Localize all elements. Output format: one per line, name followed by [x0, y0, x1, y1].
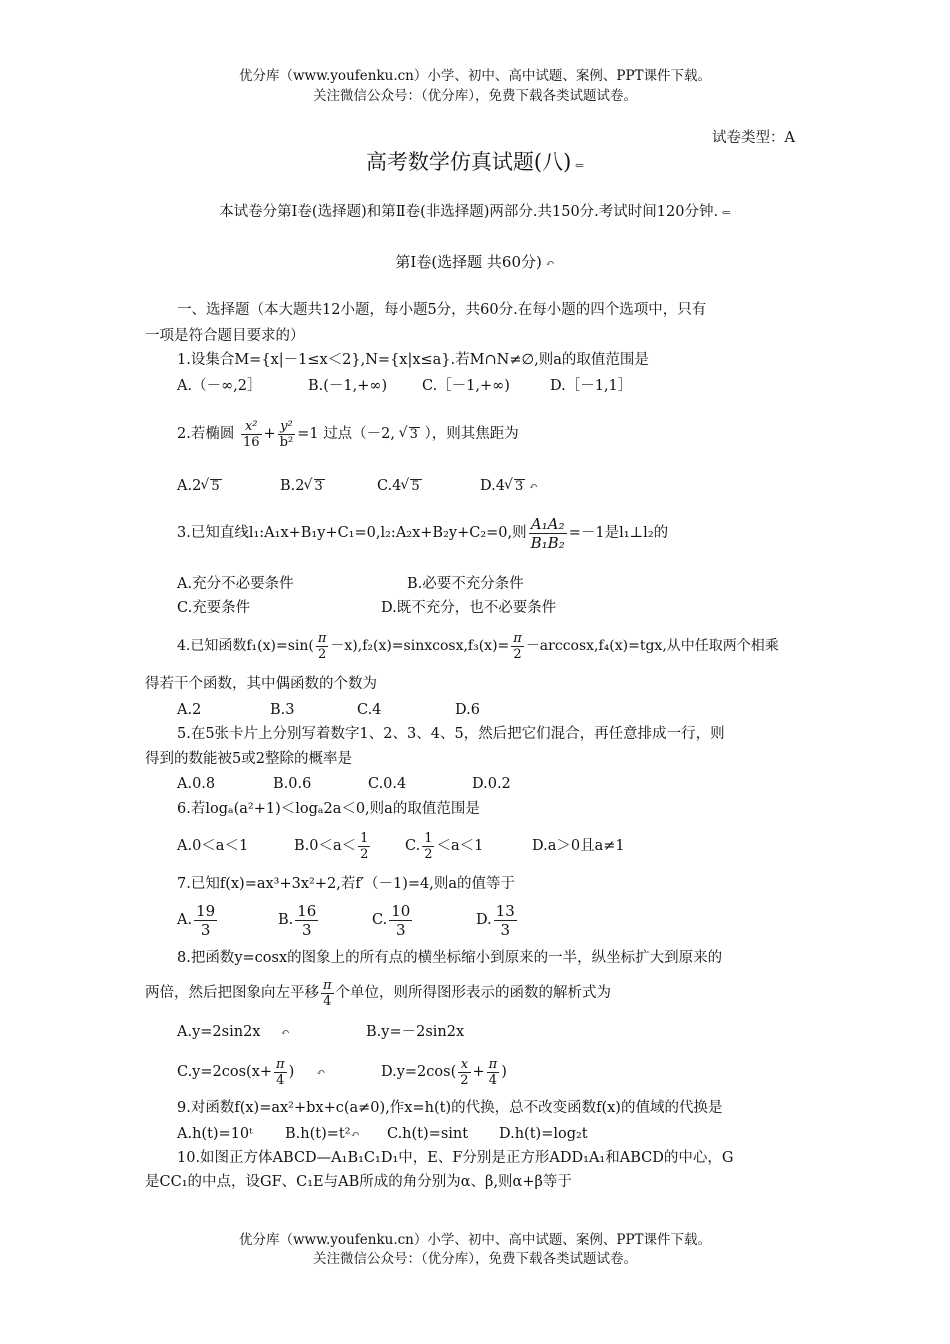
q8-line-2	[145, 972, 611, 1014]
section1-line-2: 一项是符合题目要求的）	[145, 328, 305, 344]
header-line-1: 优分库（www.youfenku.cn）小学、初中、高中试题、案例、PPT课件下载。	[238, 68, 712, 84]
q8-d-plus: +	[472, 1064, 485, 1080]
q7-b-num: 16	[297, 901, 317, 920]
q2-eq: =1	[297, 426, 319, 442]
q2-fraction-2	[278, 419, 296, 450]
q8-f-den: 4	[323, 993, 332, 1009]
q8-option-c	[177, 1052, 325, 1092]
q7-a-num: 19	[196, 901, 216, 920]
q8-c-num: π	[276, 1056, 285, 1072]
q10-line-1: 10.如图正方体ABCD—A₁B₁C₁D₁中，E、F分别是正方形ADD₁A₁和ABCD的中心，G	[177, 1150, 734, 1166]
q4-p2: －x),f₂(x)=sinxcosx,f₃(x)=	[330, 638, 510, 654]
q4-fraction-2	[511, 631, 524, 662]
q8-d-den2: 4	[488, 1072, 498, 1088]
paper-type: 试卷类型：A	[712, 130, 795, 146]
q7-c-den: 3	[395, 920, 406, 939]
q6-option-c	[405, 826, 483, 866]
q9-option-b	[285, 1124, 360, 1145]
q6-c-fraction	[422, 831, 434, 862]
q5-option-c: C.0.4	[368, 776, 407, 792]
page-title	[0, 148, 950, 176]
q2-stem	[177, 412, 519, 456]
intro	[0, 202, 950, 223]
q2-c-sqrt: √ 5	[410, 479, 421, 494]
q7-d-den: 3	[500, 920, 511, 939]
footer-line-1: 优分库（www.youfenku.cn）小学、初中、高中试题、案例、PPT课件下载。	[238, 1232, 712, 1248]
q8-d-post: )	[501, 1064, 507, 1080]
intro-text: 本试卷分第Ⅰ卷(选择题)和第Ⅱ卷(非选择题)两部分.共150分.考试时间120分钟.	[219, 204, 719, 220]
q7-b-text: B.	[278, 912, 294, 928]
q7-a-text: A.	[177, 912, 193, 928]
q3-option-d: D.既不充分，也不必要条件	[381, 600, 557, 616]
q2-option-d	[480, 476, 538, 497]
q6-c-post: ＜a＜1	[436, 838, 484, 854]
part1-title	[0, 252, 950, 274]
q1-option-d: D.［－1,1］	[550, 378, 633, 394]
q7-c-num: 10	[391, 901, 411, 920]
q8-c-den: 4	[276, 1072, 285, 1088]
q6-c-text: C.	[405, 838, 421, 854]
q8-a-text: A.y=2sin2x	[177, 1024, 261, 1040]
title-text: 高考数学仿真试题(八)	[365, 150, 572, 174]
q6-b-num: 1	[360, 830, 369, 846]
q2-sqrt: √ 3	[409, 427, 420, 442]
q2-d-text: D.4	[480, 478, 505, 494]
q4-option-b: B.3	[270, 702, 295, 718]
q5-line-2: 得到的数能被5或2整除的概率是	[145, 751, 352, 767]
header-line-2: 关注微信公众号：（优分库），免费下载各类试题试卷。	[313, 88, 637, 104]
q6-c-den: 2	[424, 846, 433, 862]
q1-stem: 1.设集合M={x|－1≤x＜2},N={x|x≤a}.若M∩N≠∅,则a的取值范围是	[177, 352, 649, 368]
anchor-mark-icon: ↶	[525, 480, 538, 493]
q7-a-fraction	[194, 902, 217, 939]
q8-f-num: π	[323, 977, 332, 993]
q9-stem: 9.对函数f(x)=ax²+bx+c(a≠0),作x=h(t)的代换，总不改变函数f(x)的值域的代换是	[177, 1100, 723, 1116]
q4-option-d: D.6	[455, 702, 480, 718]
q2-f2-num: y²	[278, 419, 296, 435]
q8-option-b: B.y=－2sin2x	[366, 1024, 465, 1040]
q8-d-pre: D.y=2cos(	[381, 1064, 457, 1080]
q7-d-text: D.	[476, 912, 492, 928]
q2-mid: 过点（－2,	[323, 426, 396, 442]
q3-fraction	[529, 515, 567, 552]
q7-option-a	[177, 900, 219, 940]
q2-option-c	[377, 476, 422, 496]
q3-option-b: B.必要不充分条件	[407, 576, 524, 592]
q4-f2-den: 2	[513, 646, 522, 662]
q2-a-sqrt: √ 5	[210, 479, 221, 494]
q7-a-den: 3	[200, 920, 211, 939]
q1-option-a: A.（－∞,2］	[177, 378, 262, 394]
q6-b-fraction	[358, 831, 370, 862]
q3-option-a: A.充分不必要条件	[177, 576, 294, 592]
q5-option-a: A.0.8	[177, 776, 216, 792]
q2-plus: +	[263, 426, 276, 442]
q8-c-pre: C.y=2cos(x+	[177, 1064, 273, 1080]
q3-f-num: A₁A₂	[529, 515, 567, 534]
anchor-mark-icon: ↶	[541, 257, 555, 270]
anchor-mark-icon: ↶	[316, 1066, 326, 1079]
q2-suffix: ），则其焦距为	[424, 426, 519, 442]
q4-option-a: A.2	[177, 702, 202, 718]
q3-suffix: =－1是l₁⊥l₂的	[568, 525, 669, 541]
q8-d-num1: x	[458, 1057, 470, 1073]
q7-b-den: 3	[302, 920, 312, 939]
q4-p3: －arccosx,f₄(x)=tgx,从中任取两个相乘	[525, 638, 779, 654]
q2-option-a	[177, 476, 222, 496]
q8-d-num2: π	[488, 1056, 498, 1072]
footer-line-2: 关注微信公众号：（优分库），免费下载各类试题试卷。	[313, 1251, 637, 1267]
q6-c-num: 1	[424, 830, 433, 846]
q2-fraction-1	[241, 419, 262, 450]
q4-option-c: C.4	[357, 702, 382, 718]
q8-c-fraction	[274, 1057, 287, 1088]
q7-option-d	[476, 900, 519, 940]
paragraph-mark-icon: ⇐	[571, 159, 585, 172]
q7-b-fraction	[295, 902, 318, 939]
q7-option-c	[372, 900, 414, 940]
q6-stem: 6.若logₐ(a²+1)＜logₐ2a＜0,则a的取值范围是	[177, 801, 480, 817]
q4-f2-num: π	[513, 630, 522, 646]
q2-prefix: 2.若椭圆	[177, 426, 235, 442]
q2-option-b	[280, 476, 325, 496]
q2-f2-den: b²	[279, 434, 294, 450]
q7-d-fraction	[494, 902, 517, 939]
q4-line-2: 得若干个函数，其中偶函数的个数为	[145, 676, 377, 692]
q8-option-d	[381, 1052, 507, 1092]
section1-line-1: 一、选择题（本大题共12小题，每小题5分，共60分.在每小题的四个选项中，只有	[177, 302, 707, 318]
q2-c-text: C.4	[377, 478, 402, 494]
q10-line-2: 是CC₁的中点，设GF、C₁E与AB所成的角分别为α、β,则α+β等于	[145, 1174, 572, 1190]
q9-option-a: A.h(t)=10ᵗ	[177, 1126, 253, 1142]
q3-f-den: B₁B₂	[530, 533, 565, 552]
anchor-mark-icon: ↶	[350, 1128, 360, 1141]
q5-line-1: 5.在5张卡片上分别写着数字1、2、3、4、5，然后把它们混合，再任意排成一行，则	[177, 726, 725, 742]
q9-option-c: C.h(t)=sint	[387, 1126, 469, 1142]
q3-stem-text: 3.已知直线l₁:A₁x+B₁y+C₁=0,l₂:A₂x+B₂y+C₂=0,则	[177, 525, 527, 541]
q7-stem: 7.已知f(x)=ax³+3x²+2,若f′（－1)=4,则a的值等于	[177, 876, 515, 892]
q4-f1-den: 2	[317, 646, 327, 662]
q9-b-text: B.h(t)=t²	[285, 1126, 351, 1142]
q6-option-a: A.0＜a＜1	[177, 838, 249, 854]
q7-c-fraction	[389, 902, 412, 939]
q4-stem	[177, 626, 779, 666]
q8-d-fraction-1	[458, 1057, 470, 1088]
q8-d-fraction-2	[487, 1057, 500, 1088]
q6-option-d: D.a＞0且a≠1	[532, 838, 625, 854]
q4-p1: 4.已知函数f₁(x)=sin(	[177, 638, 314, 654]
q4-fraction-1	[316, 631, 329, 662]
q8-line-1: 8.把函数y=cosx的图象上的所有点的横坐标缩小到原来的一半，纵坐标扩大到原来的	[177, 950, 723, 966]
q4-f1-num: π	[317, 630, 327, 646]
paragraph-mark-icon: ⇐	[718, 206, 731, 219]
q2-f1-den: 16	[242, 434, 260, 450]
q8-d-den1: 2	[460, 1072, 469, 1088]
q7-option-b	[278, 900, 320, 940]
q6-option-b	[294, 826, 372, 866]
q5-option-d: D.0.2	[472, 776, 511, 792]
q7-d-num: 13	[495, 901, 515, 920]
q2-b-text: B.2	[280, 478, 305, 494]
q6-b-text: B.0＜a＜	[294, 838, 357, 854]
q5-option-b: B.0.6	[273, 776, 312, 792]
anchor-mark-icon: ↶	[280, 1026, 290, 1039]
part1-title-text: 第Ⅰ卷(选择题 共60分)	[395, 253, 542, 271]
q3-option-c: C.充要条件	[177, 600, 251, 616]
q7-c-text: C.	[372, 912, 388, 928]
q2-a-text: A.2	[177, 478, 202, 494]
q2-f1-num: x²	[241, 419, 262, 435]
q1-option-c: C.［－1,+∞)	[422, 378, 510, 394]
q6-b-den: 2	[360, 846, 369, 862]
q8-line2-post: 个单位，则所得图形表示的函数的解析式为	[335, 985, 612, 1001]
q9-option-d: D.h(t)=log₂t	[499, 1126, 588, 1142]
q3-stem	[177, 510, 668, 556]
q8-fraction	[321, 978, 334, 1009]
q8-c-post: )	[288, 1064, 295, 1080]
q1-option-b: B.(－1,+∞)	[308, 378, 388, 394]
q2-b-sqrt: √ 3	[314, 479, 325, 494]
q8-line2-pre: 两倍，然后把图象向左平移	[145, 985, 319, 1001]
q2-d-sqrt: √ 3	[514, 479, 525, 494]
q8-option-a	[177, 1022, 290, 1043]
